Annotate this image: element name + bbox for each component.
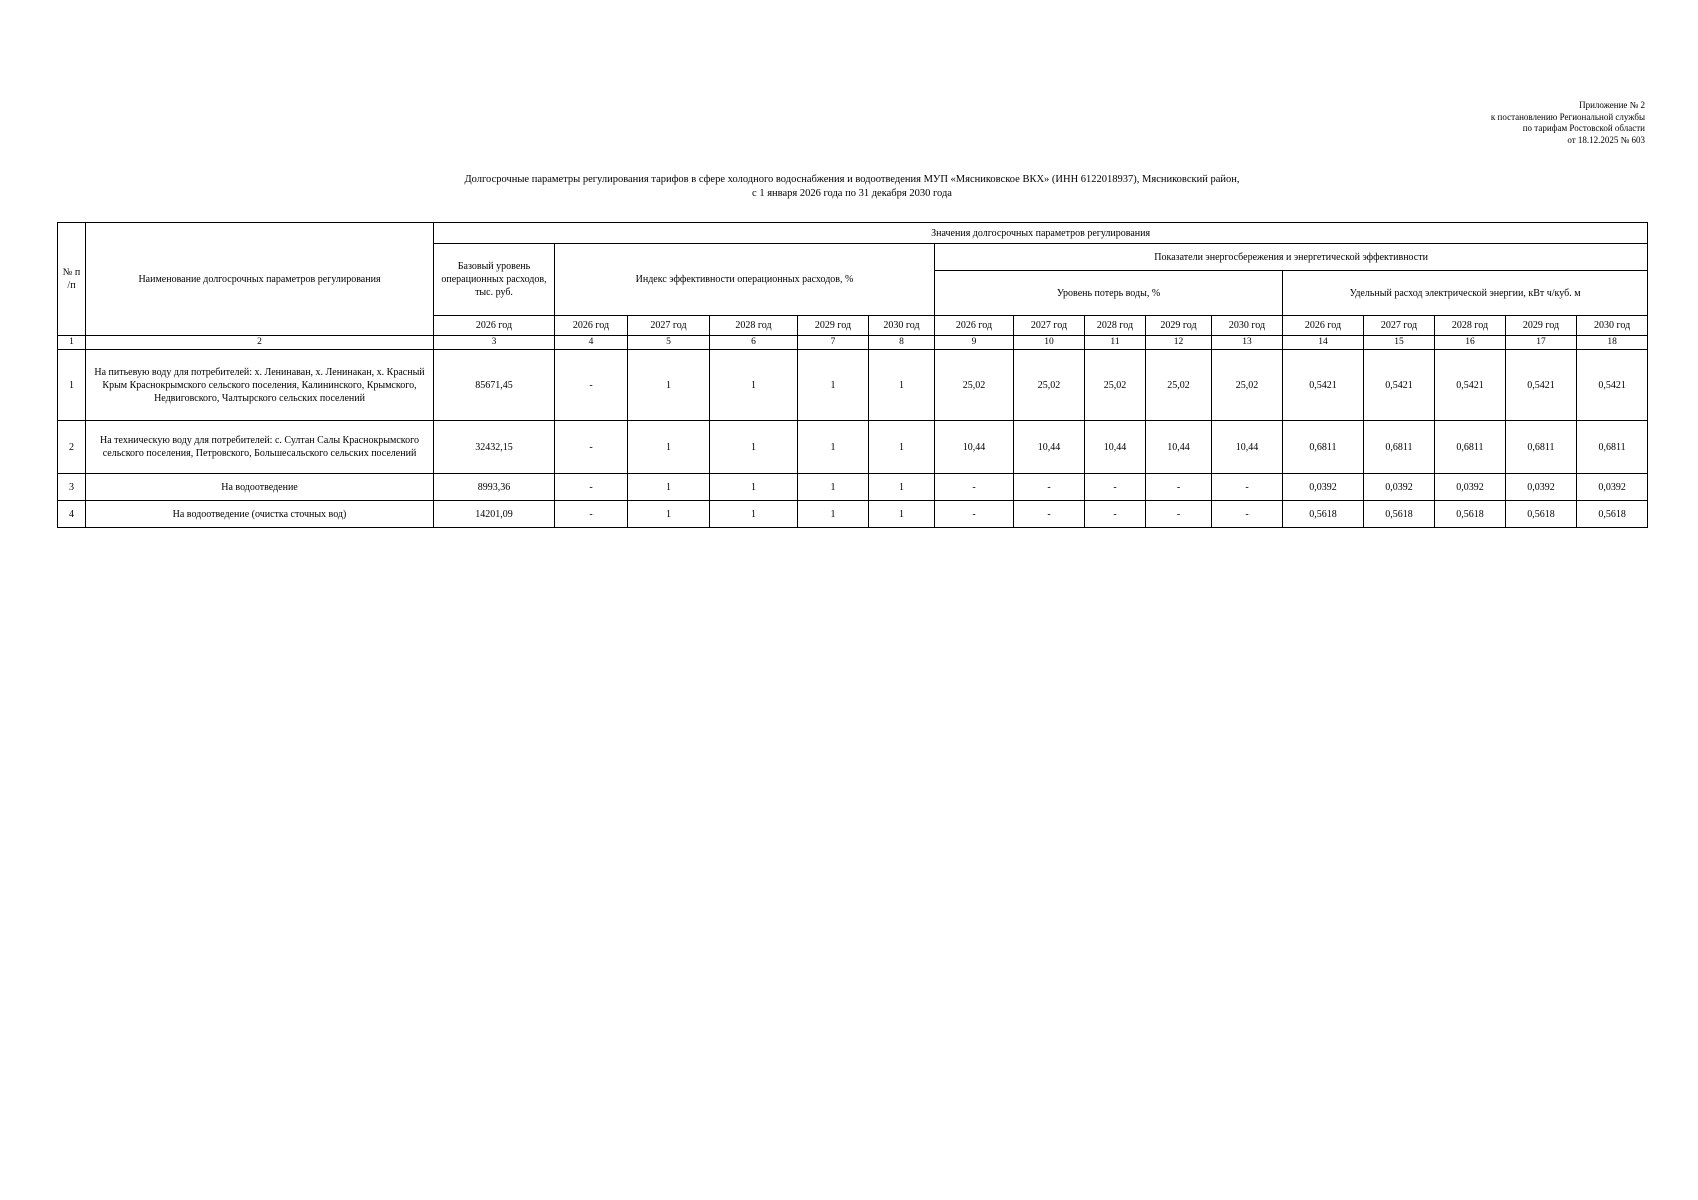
year-header: 2028 год [1435, 316, 1506, 336]
year-header: 2026 год [1283, 316, 1364, 336]
header-specific-consumption: Удельный расход электрической энергии, кВт ч/куб. м [1283, 271, 1648, 316]
row-value: 25,02 [1146, 350, 1212, 421]
row-number: 1 [58, 350, 86, 421]
row-value: 1 [628, 350, 710, 421]
header-base-level: Базовый уровень операционных расходов, тыс. руб. [434, 244, 555, 316]
row-value: 1 [710, 350, 798, 421]
column-number: 16 [1435, 336, 1506, 350]
header-number: № п /п [58, 223, 86, 336]
year-header: 2026 год [434, 316, 555, 336]
row-value: 1 [628, 421, 710, 474]
row-value: 0,5618 [1577, 501, 1648, 528]
column-number: 7 [798, 336, 869, 350]
row-value: 25,02 [935, 350, 1014, 421]
row-value: 1 [869, 501, 935, 528]
row-number: 3 [58, 474, 86, 501]
row-value: 1 [869, 421, 935, 474]
annex-note [1491, 100, 1645, 146]
column-number: 1 [58, 336, 86, 350]
document-title [57, 173, 1647, 201]
column-number: 15 [1364, 336, 1435, 350]
row-value: 10,44 [1085, 421, 1146, 474]
row-value: 1 [798, 474, 869, 501]
year-header: 2030 год [1577, 316, 1648, 336]
header-values: Значения долгосрочных параметров регулирования [434, 223, 1648, 244]
row-value: - [1085, 501, 1146, 528]
row-value: - [1146, 501, 1212, 528]
row-value: 0,0392 [1283, 474, 1364, 501]
column-number: 3 [434, 336, 555, 350]
annex-line-1: Приложение № 2 [1579, 100, 1645, 110]
row-value: 1 [710, 474, 798, 501]
row-value: 1 [798, 421, 869, 474]
row-value: 32432,15 [434, 421, 555, 474]
column-number-row [58, 336, 1648, 350]
parameters-table [57, 222, 1648, 528]
column-number: 10 [1014, 336, 1085, 350]
row-number: 4 [58, 501, 86, 528]
column-number: 18 [1577, 336, 1648, 350]
row-value: 0,5421 [1506, 350, 1577, 421]
row-value: 8993,36 [434, 474, 555, 501]
year-header: 2029 год [798, 316, 869, 336]
row-value: - [1146, 474, 1212, 501]
header-efficiency-index: Индекс эффективности операционных расходов, % [555, 244, 935, 316]
row-value: - [1212, 474, 1283, 501]
row-value: - [1014, 474, 1085, 501]
column-number: 12 [1146, 336, 1212, 350]
year-header: 2030 год [869, 316, 935, 336]
row-value: 1 [798, 350, 869, 421]
row-value: 0,6811 [1506, 421, 1577, 474]
header-name: Наименование долгосрочных параметров регулирования [86, 223, 434, 336]
row-name: На водоотведение [86, 474, 434, 501]
year-header: 2030 год [1212, 316, 1283, 336]
title-line-1: Долгосрочные параметры регулирования тарифов в сфере холодного водоснабжения и водоотведения МУП «Мясниковское ВКХ» (ИНН 6122018937), Мясниковский район, [464, 174, 1240, 185]
column-number: 6 [710, 336, 798, 350]
row-value: 0,5618 [1364, 501, 1435, 528]
row-value: 1 [628, 474, 710, 501]
column-number: 13 [1212, 336, 1283, 350]
row-value: 0,5421 [1364, 350, 1435, 421]
row-value: 0,5618 [1283, 501, 1364, 528]
row-value: 0,0392 [1435, 474, 1506, 501]
table-row [58, 474, 1648, 501]
row-value: 1 [869, 474, 935, 501]
column-number: 2 [86, 336, 434, 350]
row-value: 0,6811 [1435, 421, 1506, 474]
table-row [58, 350, 1648, 421]
year-header: 2026 год [935, 316, 1014, 336]
annex-line-2: к постановлению Региональной службы [1490, 111, 1645, 122]
year-header: 2029 год [1506, 316, 1577, 336]
year-header: 2028 год [1085, 316, 1146, 336]
row-value: 10,44 [935, 421, 1014, 474]
row-value: - [1085, 474, 1146, 501]
year-header: 2028 год [710, 316, 798, 336]
header-energy: Показатели энергосбережения и энергетической эффективности [935, 244, 1648, 271]
table-row [58, 501, 1648, 528]
row-name: На питьевую воду для потребителей: х. Ленинаван, х. Ленинакан, х. Красный Крым Краснокрымского сельского поселения, Калининского, Крымского, Недвиговского, Чалтырского сельских поселений [86, 350, 434, 421]
row-value: 10,44 [1014, 421, 1085, 474]
row-value: - [935, 474, 1014, 501]
column-number: 5 [628, 336, 710, 350]
row-value: 25,02 [1014, 350, 1085, 421]
column-number: 14 [1283, 336, 1364, 350]
row-value: 0,5618 [1506, 501, 1577, 528]
column-number: 9 [935, 336, 1014, 350]
column-number: 8 [869, 336, 935, 350]
year-header: 2027 год [1014, 316, 1085, 336]
row-value: - [555, 421, 628, 474]
row-value: - [935, 501, 1014, 528]
title-line-2: с 1 января 2026 года по 31 декабря 2030 года [752, 188, 952, 199]
row-value: 0,5421 [1283, 350, 1364, 421]
row-value: 0,5618 [1435, 501, 1506, 528]
row-value: 0,6811 [1364, 421, 1435, 474]
row-value: 0,0392 [1577, 474, 1648, 501]
row-value: 10,44 [1212, 421, 1283, 474]
year-header: 2029 год [1146, 316, 1212, 336]
row-value: 0,5421 [1435, 350, 1506, 421]
column-number: 11 [1085, 336, 1146, 350]
row-number: 2 [58, 421, 86, 474]
table-row [58, 421, 1648, 474]
row-value: 25,02 [1085, 350, 1146, 421]
row-value: 1 [798, 501, 869, 528]
row-value: 1 [628, 501, 710, 528]
row-value: 85671,45 [434, 350, 555, 421]
header-water-loss: Уровень потерь воды, % [935, 271, 1283, 316]
annex-line-4: от 18.12.2025 № 603 [1567, 134, 1645, 145]
column-number: 17 [1506, 336, 1577, 350]
year-header: 2026 год [555, 316, 628, 336]
row-value: 0,0392 [1364, 474, 1435, 501]
row-value: - [555, 474, 628, 501]
row-name: На водоотведение (очистка сточных вод) [86, 501, 434, 528]
row-value: - [1212, 501, 1283, 528]
row-value: 14201,09 [434, 501, 555, 528]
row-value: 1 [710, 421, 798, 474]
row-value: 10,44 [1146, 421, 1212, 474]
row-value: 0,5421 [1577, 350, 1648, 421]
row-value: 25,02 [1212, 350, 1283, 421]
row-value: 0,6811 [1577, 421, 1648, 474]
row-value: - [555, 501, 628, 528]
row-value: 0,6811 [1283, 421, 1364, 474]
row-value: - [555, 350, 628, 421]
column-number: 4 [555, 336, 628, 350]
row-value: 1 [710, 501, 798, 528]
year-header: 2027 год [628, 316, 710, 336]
row-value: 0,0392 [1506, 474, 1577, 501]
year-header: 2027 год [1364, 316, 1435, 336]
row-value: 1 [869, 350, 935, 421]
row-value: - [1014, 501, 1085, 528]
annex-line-3: по тарифам Ростовской области [1522, 123, 1645, 133]
row-name: На техническую воду для потребителей: с. Султан Салы Краснокрымского сельского поселения, Петровского, Большесальского сельских поселений [86, 421, 434, 474]
